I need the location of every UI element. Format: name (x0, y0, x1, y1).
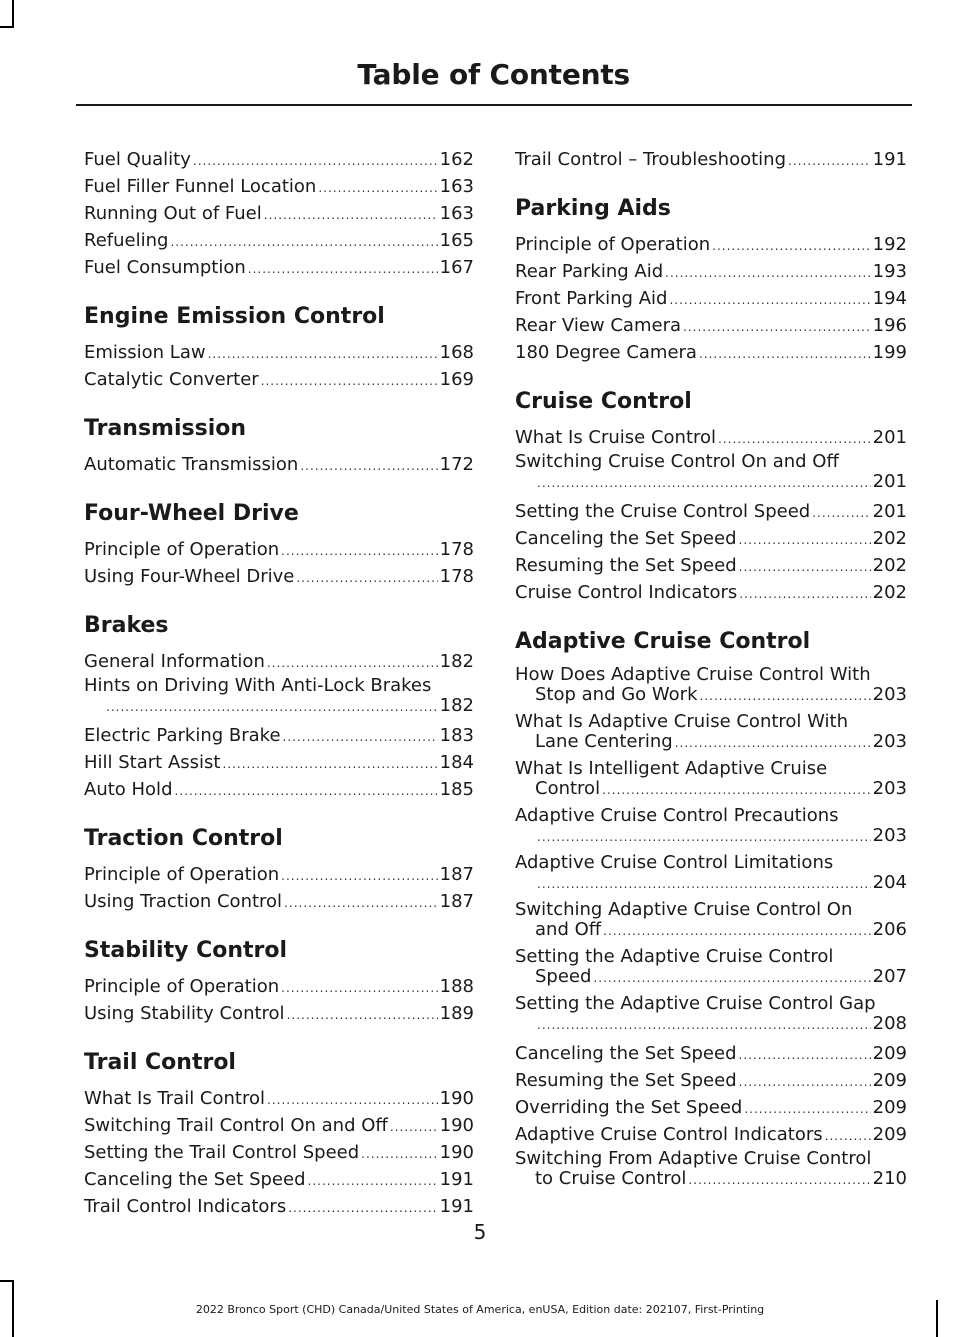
toc-entry[interactable] (84, 1001, 474, 1028)
dot-leader (222, 751, 437, 777)
dot-leader (675, 733, 871, 753)
toc-entry[interactable] (515, 1095, 907, 1122)
toc-entry-page: 185 (439, 779, 474, 800)
dot-leader (300, 453, 437, 479)
toc-entry-page: 202 (872, 555, 907, 576)
section-heading: Transmission (84, 416, 247, 441)
toc-entry[interactable] (84, 255, 474, 282)
dot-leader (261, 368, 438, 394)
dot-leader (739, 1042, 871, 1068)
toc-entry-label-continued: to Cruise Control (535, 1168, 687, 1189)
toc-entry-page: 196 (872, 315, 907, 336)
dot-leader (287, 1002, 438, 1028)
toc-entry-label: Resuming the Set Speed (515, 555, 737, 576)
dot-leader (308, 1168, 438, 1194)
toc-entry[interactable] (84, 1086, 474, 1113)
dot-leader (739, 554, 871, 580)
toc-entry[interactable] (515, 806, 907, 847)
toc-entry-label: General Information (84, 651, 265, 672)
toc-entry[interactable] (84, 676, 474, 717)
toc-entry-label: Automatic Transmission (84, 454, 299, 475)
toc-entry[interactable] (515, 947, 907, 988)
toc-entry-label-continued: Lane Centering (535, 731, 673, 752)
dot-leader (283, 724, 438, 750)
toc-entry-continuation (515, 779, 907, 800)
toc-entry-label: Switching From Adaptive Cruise Control (515, 1148, 872, 1169)
toc-entry[interactable] (515, 759, 907, 800)
toc-entry-page: 189 (439, 1003, 474, 1024)
toc-entry[interactable] (515, 425, 907, 452)
toc-entry[interactable] (515, 499, 907, 526)
toc-entry-page: 210 (872, 1168, 907, 1189)
dot-leader (248, 256, 438, 282)
toc-entry-page: 201 (872, 471, 907, 492)
page-title: Table of Contents (357, 58, 630, 91)
section-heading: Four-Wheel Drive (84, 501, 299, 526)
toc-entry[interactable] (515, 853, 907, 894)
toc-entry-continuation (515, 732, 907, 753)
toc-entry-page: 163 (439, 176, 474, 197)
dot-leader (739, 1069, 871, 1095)
crop-mark-bottom-left-h (0, 1280, 14, 1282)
toc-entry-label: How Does Adaptive Cruise Control With (515, 664, 871, 685)
toc-entry[interactable] (515, 147, 907, 174)
toc-entry[interactable] (84, 537, 474, 564)
dot-leader (700, 686, 871, 706)
toc-entry[interactable] (84, 174, 474, 201)
toc-entry-page: 167 (439, 257, 474, 278)
toc-entry-page: 203 (872, 825, 907, 846)
toc-entry-continuation (515, 685, 907, 706)
toc-entry[interactable] (515, 286, 907, 313)
page-number: 5 (473, 1220, 487, 1244)
dot-leader (537, 827, 871, 847)
toc-entry-label: Using Four-Wheel Drive (84, 566, 295, 587)
toc-entry-label: Switching Adaptive Cruise Control On (515, 899, 853, 920)
toc-entry[interactable] (515, 712, 907, 753)
dot-leader (361, 1141, 437, 1167)
toc-entry[interactable] (84, 1140, 474, 1167)
toc-entry[interactable] (84, 452, 474, 479)
toc-entry[interactable] (84, 1194, 474, 1221)
toc-entry-label: Canceling the Set Speed (84, 1169, 306, 1190)
toc-entry-page: 202 (872, 528, 907, 549)
toc-entry-label: Using Traction Control (84, 891, 283, 912)
dot-leader (718, 426, 871, 452)
toc-entry-page: 178 (439, 539, 474, 560)
toc-entry[interactable] (84, 564, 474, 591)
dot-leader (669, 287, 870, 313)
toc-entry-page: 183 (439, 725, 474, 746)
toc-entry-page: 209 (872, 1124, 907, 1145)
toc-entry-page: 188 (439, 976, 474, 997)
toc-entry-label: Adaptive Cruise Control Precautions (515, 805, 839, 826)
toc-entry-label: Rear View Camera (515, 315, 681, 336)
toc-entry-label: Switching Trail Control On and Off (84, 1115, 388, 1136)
toc-entry-label-continued: Speed (535, 966, 592, 987)
toc-entry-label: What Is Cruise Control (515, 427, 717, 448)
toc-entry-page: 182 (439, 695, 474, 716)
toc-entry-page: 208 (872, 1013, 907, 1034)
toc-entry-page: 191 (439, 1196, 474, 1217)
toc-entry-page: 209 (872, 1097, 907, 1118)
toc-entry-page: 206 (872, 919, 907, 940)
toc-entry-page: 168 (439, 342, 474, 363)
toc-entry-continuation (515, 873, 907, 894)
toc-entry-page: 184 (439, 752, 474, 773)
toc-entry[interactable] (515, 900, 907, 941)
toc-entry[interactable] (515, 452, 907, 493)
toc-entry[interactable] (84, 340, 474, 367)
toc-entry-label: What Is Trail Control (84, 1088, 265, 1109)
toc-entry-label: What Is Intelligent Adaptive Cruise (515, 758, 828, 779)
toc-entry-page: 193 (872, 261, 907, 282)
toc-entry[interactable] (84, 367, 474, 394)
toc-entry-page: 162 (439, 149, 474, 170)
toc-entry-page: 199 (872, 342, 907, 363)
section-heading: Engine Emission Control (84, 304, 385, 329)
dot-leader (267, 1087, 438, 1113)
toc-entry[interactable] (84, 974, 474, 1001)
dot-leader (264, 202, 438, 228)
toc-entry-label-continued: and Off (535, 919, 602, 940)
crop-mark-top-left-v (12, 0, 14, 28)
section-heading: Traction Control (84, 826, 283, 851)
toc-entry[interactable] (515, 1068, 907, 1095)
toc-entry[interactable] (515, 1122, 907, 1149)
toc-entry-label: Front Parking Aid (515, 288, 668, 309)
toc-entry-label: Hill Start Assist (84, 752, 221, 773)
toc-entry-label: Adaptive Cruise Control Limitations (515, 852, 834, 873)
dot-leader (712, 233, 871, 259)
toc-entry[interactable] (515, 1041, 907, 1068)
toc-entry[interactable] (84, 649, 474, 676)
toc-entry-page: 194 (872, 288, 907, 309)
section-heading: Trail Control (84, 1050, 236, 1075)
dot-leader (665, 260, 871, 286)
toc-entry-page: 203 (872, 778, 907, 799)
toc-entry-continuation (515, 920, 907, 941)
dot-leader (739, 527, 871, 553)
toc-entry[interactable] (515, 526, 907, 553)
toc-entry[interactable] (84, 777, 474, 804)
toc-entry-label: Trail Control – Troubleshooting (515, 149, 786, 170)
toc-entry-label: Using Stability Control (84, 1003, 285, 1024)
dot-leader (296, 565, 437, 591)
dot-leader (603, 921, 870, 941)
footer-edition-info: 2022 Bronco Sport (CHD) Canada/United States of America, enUSA, Edition date: 202107, First-Printing (195, 1303, 765, 1316)
dot-leader (288, 1195, 437, 1221)
toc-entry-label: Resuming the Set Speed (515, 1070, 737, 1091)
toc-entry-page: 203 (872, 731, 907, 752)
toc-entry[interactable] (515, 580, 907, 607)
dot-leader (281, 975, 438, 1001)
toc-entry-page: 209 (872, 1043, 907, 1064)
toc-entry-page: 190 (439, 1088, 474, 1109)
toc-entry-continuation (84, 696, 474, 717)
toc-entry-label: Auto Hold (84, 779, 173, 800)
toc-entry-page: 191 (439, 1169, 474, 1190)
toc-entry-label: Running Out of Fuel (84, 203, 262, 224)
toc-entry-page: 202 (872, 582, 907, 603)
toc-entry-label: Setting the Adaptive Cruise Control Gap (515, 993, 876, 1014)
toc-entry-label: Emission Law (84, 342, 206, 363)
dot-leader (699, 341, 871, 367)
dot-leader (788, 148, 871, 174)
toc-entry-page: 207 (872, 966, 907, 987)
toc-entry[interactable] (84, 228, 474, 255)
toc-entry-label: Overriding the Set Speed (515, 1097, 743, 1118)
section-heading: Brakes (84, 613, 169, 638)
toc-entry-continuation (515, 967, 907, 988)
dot-leader (683, 314, 871, 340)
toc-entry-label: Switching Cruise Control On and Off (515, 451, 839, 472)
toc-entry-label: Setting the Trail Control Speed (84, 1142, 360, 1163)
toc-entry-label: Fuel Filler Funnel Location (84, 176, 317, 197)
toc-entry-label: Fuel Quality (84, 149, 191, 170)
toc-entry-label: Setting the Cruise Control Speed (515, 501, 811, 522)
section-heading: Parking Aids (515, 196, 671, 221)
toc-entry-page: 163 (439, 203, 474, 224)
toc-entry-label: Cruise Control Indicators (515, 582, 738, 603)
toc-entry-page: 187 (439, 864, 474, 885)
toc-entry-label: Fuel Consumption (84, 257, 246, 278)
dot-leader (812, 500, 870, 526)
toc-entry[interactable] (515, 1149, 907, 1190)
dot-leader (739, 581, 870, 607)
toc-entry-page: 204 (872, 872, 907, 893)
toc-entry-continuation (515, 1014, 907, 1035)
toc-right-column (515, 147, 907, 1196)
toc-entry-label: Rear Parking Aid (515, 261, 664, 282)
crop-mark-top-left-h (0, 26, 14, 28)
toc-entry-label: Electric Parking Brake (84, 725, 281, 746)
toc-entry-page: 178 (439, 566, 474, 587)
dot-leader (281, 863, 438, 889)
toc-entry[interactable] (515, 313, 907, 340)
toc-entry-page: 190 (439, 1115, 474, 1136)
toc-entry[interactable] (84, 1167, 474, 1194)
dot-leader (537, 1015, 871, 1035)
toc-entry-label: Hints on Driving With Anti-Lock Brakes (84, 675, 432, 696)
dot-leader (744, 1096, 870, 1122)
toc-entry-page: 172 (439, 454, 474, 475)
toc-entry-page: 209 (872, 1070, 907, 1091)
toc-entry-label: Refueling (84, 230, 169, 251)
toc-entry[interactable] (84, 1113, 474, 1140)
dot-leader (284, 890, 438, 916)
dot-leader (175, 778, 438, 804)
toc-entry-label: Principle of Operation (515, 234, 711, 255)
toc-entry[interactable] (84, 723, 474, 750)
toc-entry-page: 201 (872, 501, 907, 522)
section-heading: Cruise Control (515, 389, 692, 414)
toc-entry[interactable] (515, 994, 907, 1035)
toc-entry-continuation (515, 472, 907, 493)
toc-entry-label: Principle of Operation (84, 539, 280, 560)
toc-entry-page: 169 (439, 369, 474, 390)
toc-entry-label: 180 Degree Camera (515, 342, 697, 363)
toc-entry-page: 192 (872, 234, 907, 255)
toc-entry[interactable] (84, 862, 474, 889)
toc-left-column (84, 147, 474, 1221)
toc-entry[interactable] (84, 750, 474, 777)
dot-leader (208, 341, 438, 367)
toc-entry-label: What Is Adaptive Cruise Control With (515, 711, 849, 732)
dot-leader (193, 148, 438, 174)
toc-entry-label: Catalytic Converter (84, 369, 259, 390)
section-heading: Stability Control (84, 938, 288, 963)
toc-entry-page: 182 (439, 651, 474, 672)
toc-entry-label-continued: Stop and Go Work (535, 684, 698, 705)
toc-entry[interactable] (515, 232, 907, 259)
toc-entry-label: Setting the Adaptive Cruise Control (515, 946, 834, 967)
dot-leader (688, 1170, 870, 1190)
toc-entry-page: 165 (439, 230, 474, 251)
toc-entry-label: Adaptive Cruise Control Indicators (515, 1124, 823, 1145)
header-rule (76, 104, 912, 106)
dot-leader (267, 650, 438, 676)
toc-entry-label: Principle of Operation (84, 864, 280, 885)
toc-entry-label: Canceling the Set Speed (515, 528, 737, 549)
toc-entry-page: 191 (872, 149, 907, 170)
toc-entry[interactable] (515, 340, 907, 367)
dot-leader (106, 697, 438, 717)
toc-entry[interactable] (84, 889, 474, 916)
toc-entry[interactable] (84, 147, 474, 174)
section-heading: Adaptive Cruise Control (515, 629, 811, 654)
dot-leader (593, 968, 870, 988)
toc-entry-label-continued: Control (535, 778, 601, 799)
dot-leader (170, 229, 437, 255)
dot-leader (537, 473, 871, 493)
toc-entry-continuation (515, 1169, 907, 1190)
toc-entry[interactable] (515, 665, 907, 706)
toc-entry[interactable] (515, 553, 907, 580)
toc-entry-label: Principle of Operation (84, 976, 280, 997)
toc-entry[interactable] (84, 201, 474, 228)
toc-entry-page: 187 (439, 891, 474, 912)
dot-leader (602, 780, 871, 800)
dot-leader (318, 175, 437, 201)
toc-entry-label: Canceling the Set Speed (515, 1043, 737, 1064)
toc-entry-label: Trail Control Indicators (84, 1196, 287, 1217)
toc-entry-continuation (515, 826, 907, 847)
dot-leader (537, 874, 871, 894)
toc-entry[interactable] (515, 259, 907, 286)
toc-entry-page: 201 (872, 427, 907, 448)
dot-leader (281, 538, 438, 564)
toc-entry-page: 203 (872, 684, 907, 705)
dot-leader (825, 1123, 871, 1149)
dot-leader (390, 1114, 438, 1140)
toc-entry-page: 190 (439, 1142, 474, 1163)
